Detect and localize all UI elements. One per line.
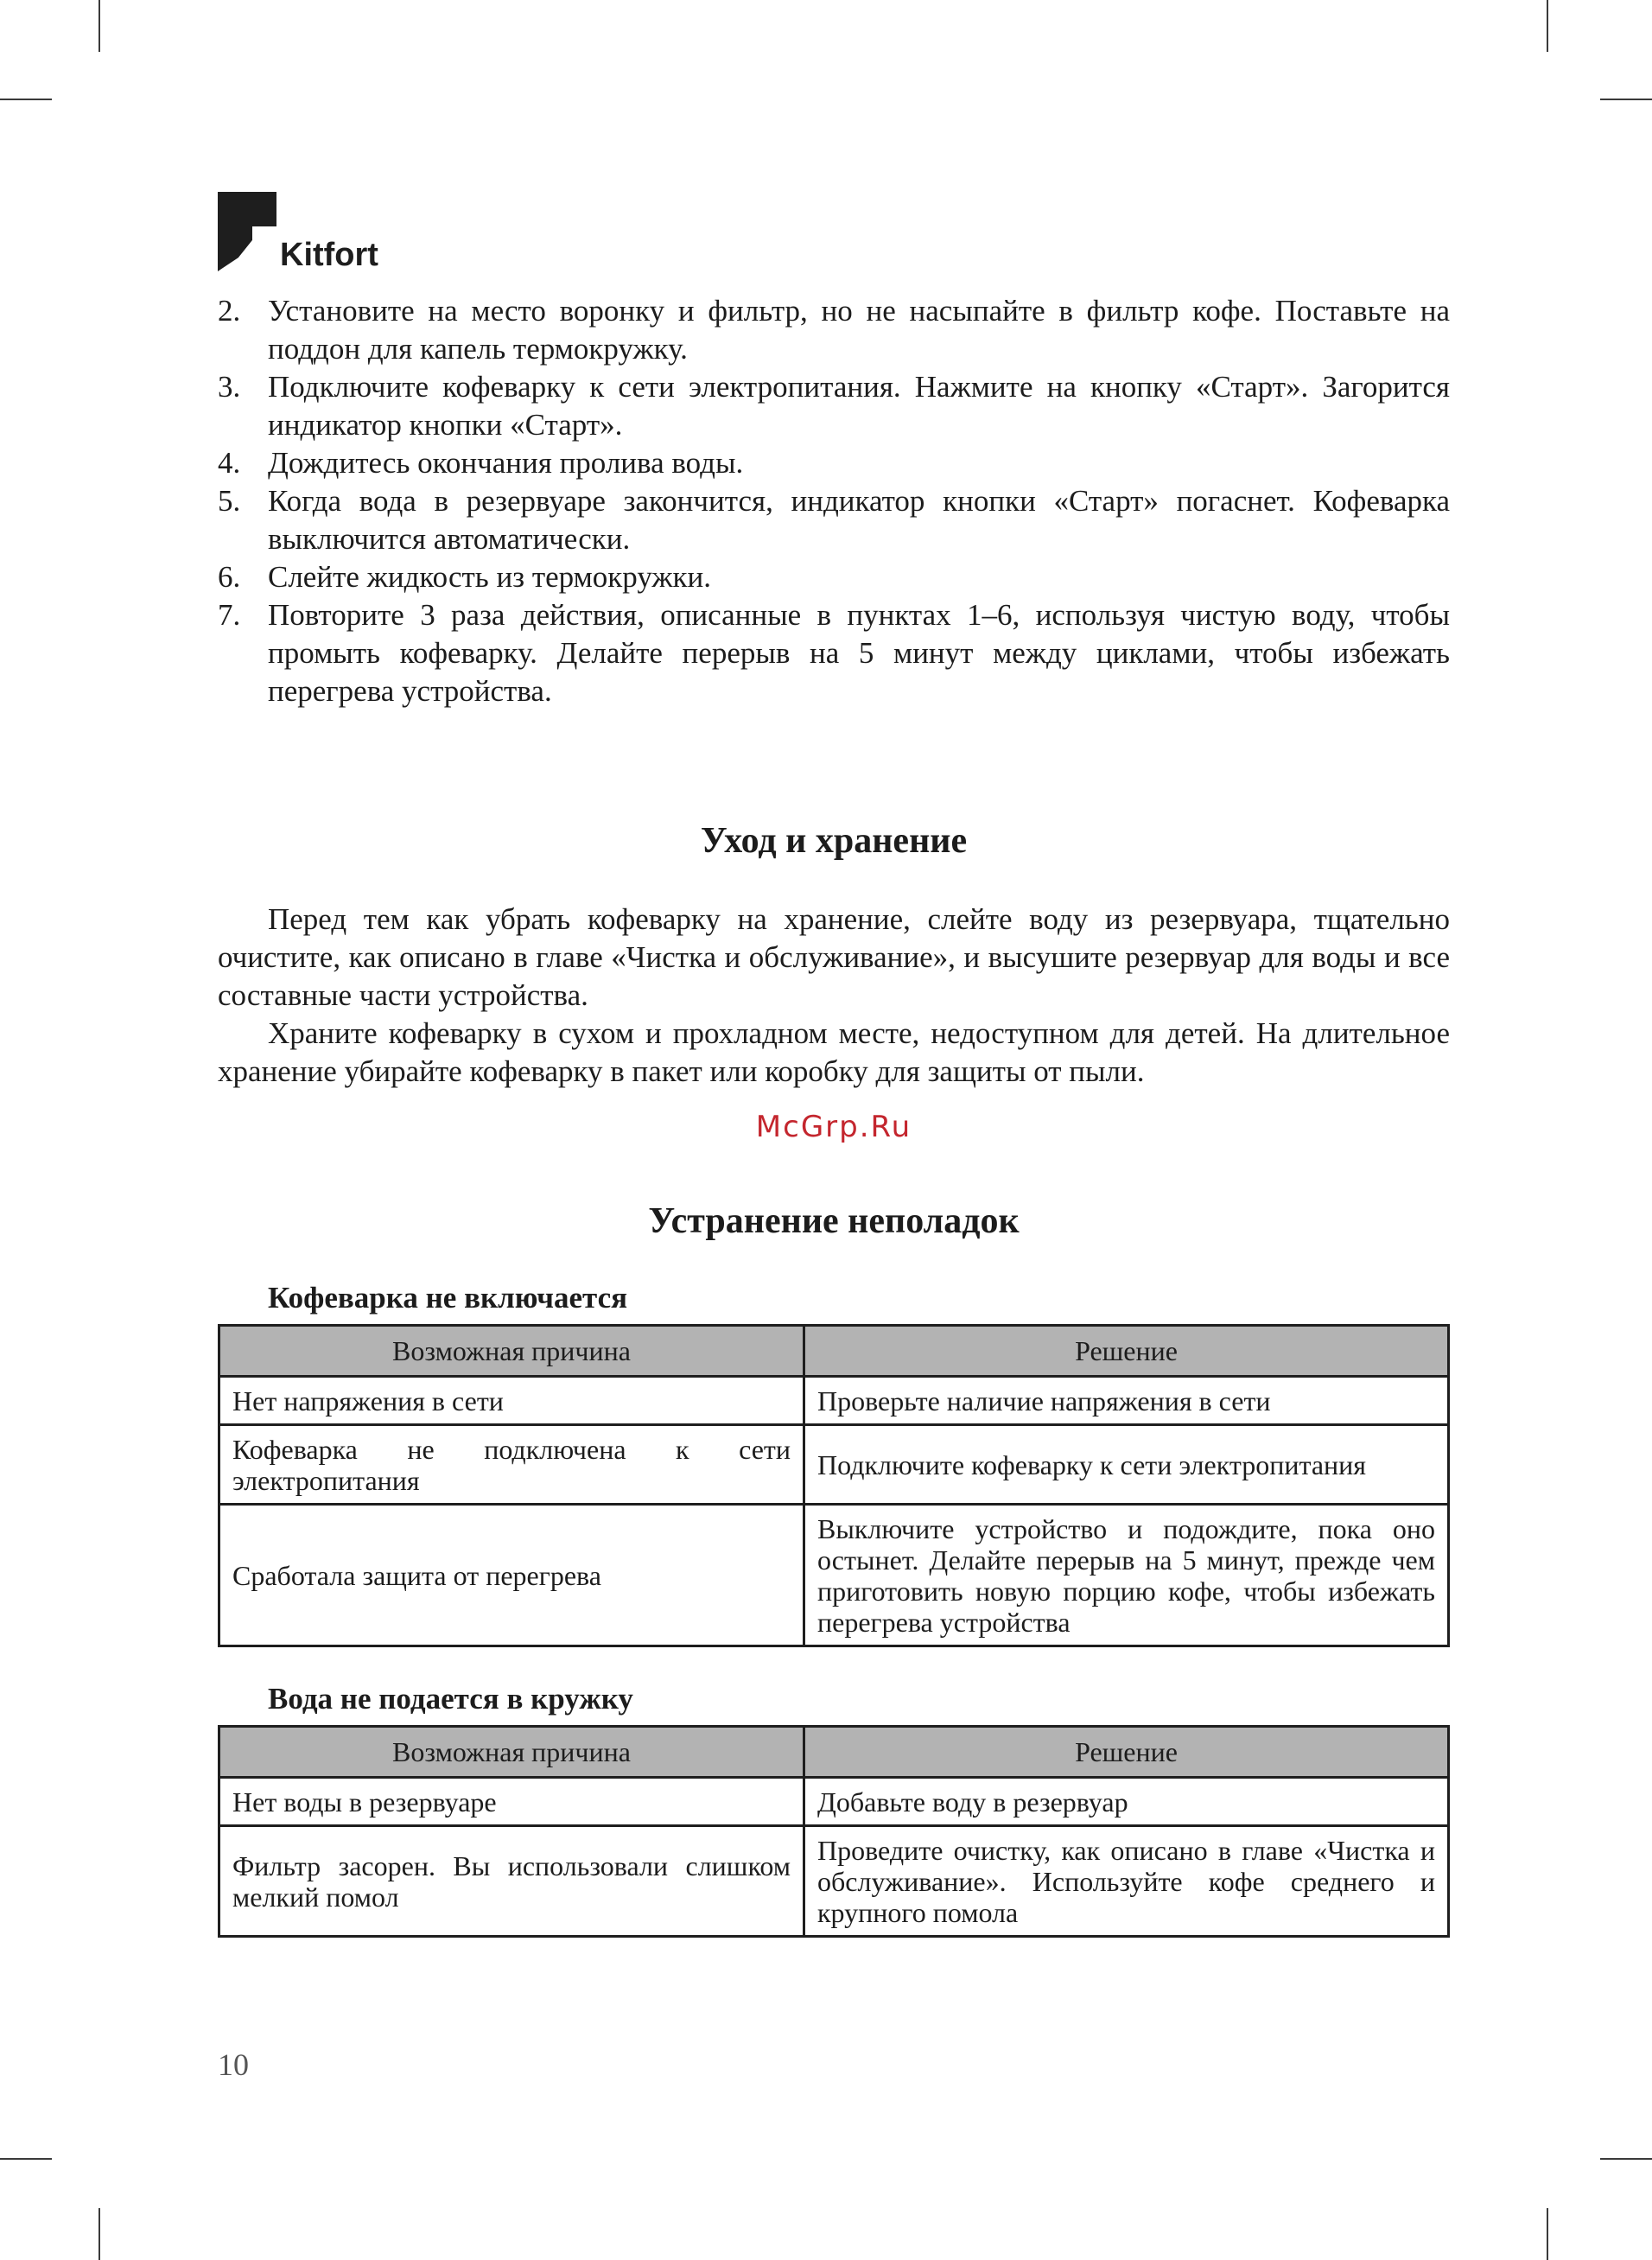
step-text: Дождитесь окончания пролива воды. xyxy=(268,446,744,480)
cause-cell: Сработала защита от перегрева xyxy=(219,1505,804,1646)
step-number: 6. xyxy=(218,560,241,594)
step-text: Подключите кофеварку к сети электропитания. Нажмите на кнопку «Старт». Загорится индикатор кнопки «Старт». xyxy=(268,370,1450,442)
crop-mark xyxy=(98,2208,100,2260)
page-number: 10 xyxy=(218,2047,249,2082)
crop-mark xyxy=(0,2158,52,2160)
troubleshooting-table-no-water xyxy=(218,1725,1450,1938)
kitfort-logo-icon xyxy=(218,192,276,271)
table-row xyxy=(219,1826,1449,1937)
care-heading: Уход и хранение xyxy=(700,821,968,861)
column-header: Возможная причина xyxy=(219,1727,804,1778)
table-header-row xyxy=(219,1326,1449,1377)
cause-cell: Кофеварка не подключена к сети электропитания xyxy=(219,1425,804,1505)
table-row xyxy=(219,1377,1449,1425)
solution-cell: Добавьте воду в резервуар xyxy=(804,1778,1449,1826)
table-row xyxy=(219,1505,1449,1646)
paragraph: Перед тем как убрать кофеварку на хранение, слейте воду из резервуара, тщательно очистите, как описано в главе «Чистка и обслуживание», и высушите резервуар для воды и все составные части устройства. xyxy=(218,902,1450,1012)
brand-logo xyxy=(218,188,378,271)
cause-cell: Фильтр засорен. Вы использовали слишком мелкий помол xyxy=(219,1826,804,1937)
troubleshooting-heading: Устранение неполадок xyxy=(648,1201,1020,1241)
solution-cell: Выключите устройство и подождите, пока оно остынет. Делайте перерыв на 5 минут, прежде чем приготовить новую порцию кофе, чтобы избежать перегрева устройства xyxy=(804,1505,1449,1646)
column-header: Решение xyxy=(804,1727,1449,1778)
step-text: Повторите 3 раза действия, описанные в пунктах 1–6, используя чистую воду, чтобы промыть кофеварку. Делайте перерыв на 5 минут между циклами, чтобы избежать перегрева устройства. xyxy=(268,598,1450,708)
solution-cell: Подключите кофеварку к сети электропитания xyxy=(804,1425,1449,1505)
paragraph: Храните кофеварку в сухом и прохладном месте, недоступном для детей. На длительное хранение убирайте кофеварку в пакет или коробку для защиты от пыли. xyxy=(218,1016,1450,1088)
table-row xyxy=(219,1425,1449,1505)
table-header-row xyxy=(219,1727,1449,1778)
list-item xyxy=(218,368,1450,444)
table-subtitle: Вода не подается в кружку xyxy=(268,1682,633,1716)
list-item xyxy=(218,482,1450,558)
steps-list xyxy=(218,292,1450,710)
crop-mark xyxy=(1600,2158,1652,2160)
watermark-link[interactable]: McGrp.Ru xyxy=(755,1110,912,1144)
solution-cell: Проверьте наличие напряжения в сети xyxy=(804,1377,1449,1425)
step-text: Установите на место воронку и фильтр, но не насыпайте в фильтр кофе. Поставьте на поддон для капель термокружку. xyxy=(268,294,1450,366)
crop-mark xyxy=(1547,2208,1548,2260)
cause-cell: Нет воды в резервуаре xyxy=(219,1778,804,1826)
crop-mark xyxy=(1547,0,1548,52)
step-number: 7. xyxy=(218,598,241,632)
crop-mark xyxy=(1600,99,1652,100)
list-item xyxy=(218,558,1450,596)
table-row xyxy=(219,1778,1449,1826)
column-header: Решение xyxy=(804,1326,1449,1377)
crop-mark xyxy=(0,99,52,100)
step-number: 2. xyxy=(218,294,241,328)
care-text xyxy=(218,901,1450,1091)
list-item xyxy=(218,292,1450,368)
step-number: 5. xyxy=(218,484,241,518)
list-item xyxy=(218,596,1450,710)
crop-mark xyxy=(98,0,100,52)
table-subtitle: Кофеварка не включается xyxy=(268,1281,628,1315)
step-number: 3. xyxy=(218,370,241,404)
cause-cell: Нет напряжения в сети xyxy=(219,1377,804,1425)
step-text: Слейте жидкость из термокружки. xyxy=(268,560,712,594)
step-text: Когда вода в резервуаре закончится, индикатор кнопки «Старт» погаснет. Кофеварка выключится автоматически. xyxy=(268,484,1450,556)
solution-cell: Проведите очистку, как описано в главе «Чистка и обслуживание». Используйте кофе среднего и крупного помола xyxy=(804,1826,1449,1937)
troubleshooting-table-no-power xyxy=(218,1324,1450,1647)
list-item xyxy=(218,444,1450,482)
brand-name: Kitfort xyxy=(280,237,378,273)
step-number: 4. xyxy=(218,446,241,480)
column-header: Возможная причина xyxy=(219,1326,804,1377)
